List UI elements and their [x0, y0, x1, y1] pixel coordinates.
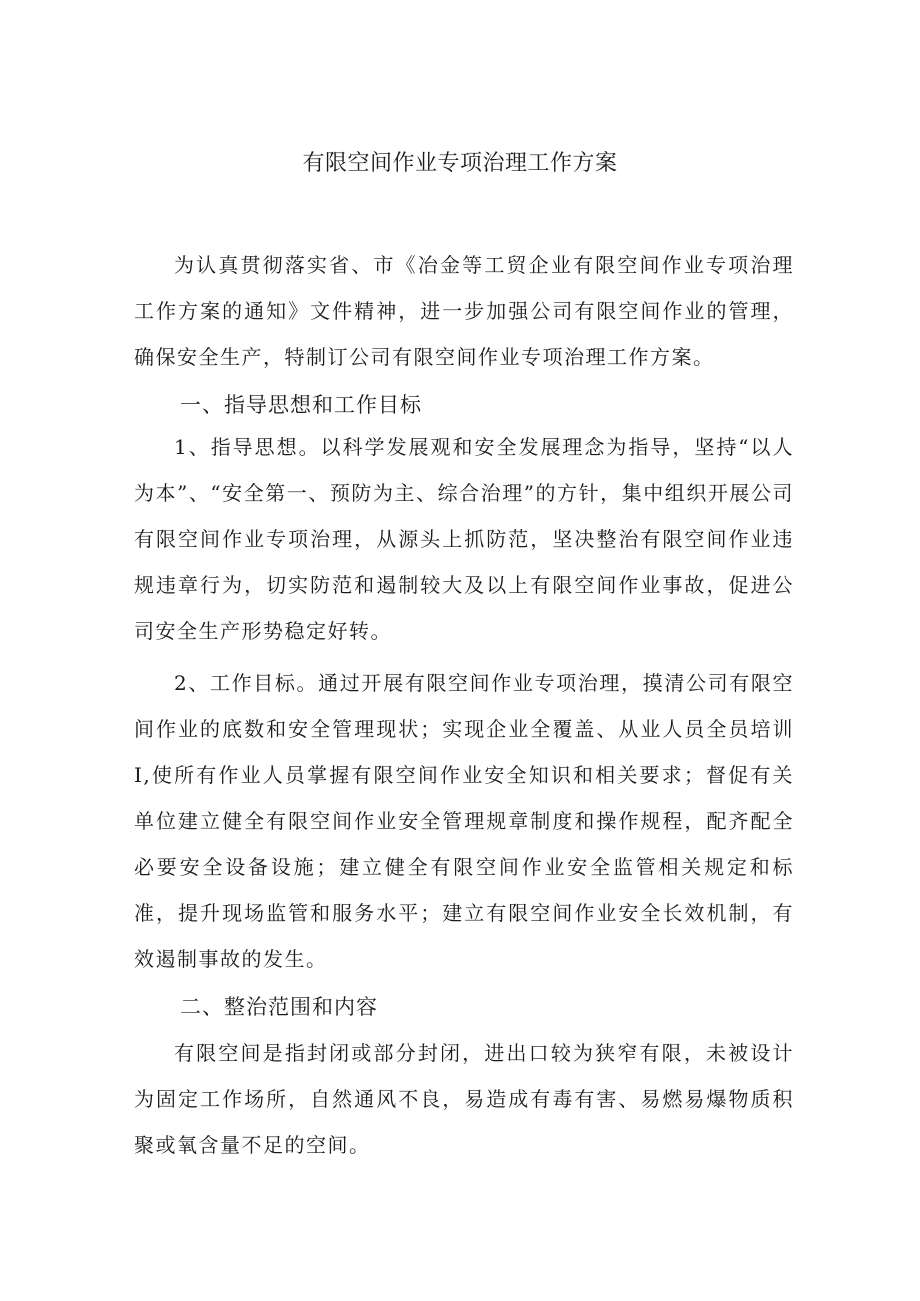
document-title: 有限空间作业专项治理工作方案	[302, 151, 618, 176]
section-heading-scope-content: 二、整治范围和内容	[180, 995, 378, 1019]
paragraph-guiding-thought: 1、指导思想。以科学发展观和安全发展理念为指导，坚持“以人为本”、“安全第一、预防为主、综合治理”的方针，集中组织开展公司有限空间作业专项治理，从源头上抓防范，坚决整治有限空间作业违规违章行为，切实防范和遏制较大及以上有限空间作业事故，促进公司安全生产形势稳定好转。	[134, 435, 794, 643]
paragraph-confined-space-definition: 有限空间是指封闭或部分封闭，进出口较为狭窄有限，未被设计为固定工作场所，自然通风不良，易造成有毒有害、易燃易爆物质积聚或氧含量不足的空间。	[134, 1041, 794, 1157]
intro-paragraph: 为认真贯彻落实省、市《冶金等工贸企业有限空间作业专项治理工作方案的通知》文件精神，进一步加强公司有限空间作业的管理，确保安全生产，特制订公司有限空间作业专项治理工作方案。	[134, 253, 794, 369]
section-heading-guiding-principles: 一、指导思想和工作目标	[180, 393, 422, 417]
paragraph-work-goals: 2、工作目标。通过开展有限空间作业专项治理，摸清公司有限空间作业的底数和安全管理现状；实现企业全覆盖、从业人员全员培训I,使所有作业人员掌握有限空间作业安全知识和相关要求；督促有关单位建立健全有限空间作业安全管理规章制度和操作规程，配齐配全必要安全设备设施；建立健全有限空间作业安全监管相关规定和标准，提升现场监管和服务水平；建立有限空间作业安全长效机制，有效遏制事故的发生。	[134, 671, 794, 971]
